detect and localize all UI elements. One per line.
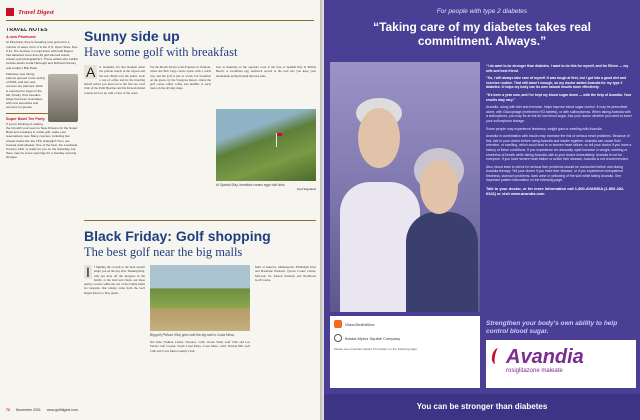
- section-header: [6, 6, 54, 18]
- drop-cap: A: [86, 65, 96, 80]
- article-subtitle: Have some golf with breakfast: [84, 45, 238, 59]
- woman-figure: [406, 212, 478, 312]
- article-title: Black Friday: Golf shopping: [84, 228, 271, 244]
- sponsor-logos: [330, 316, 480, 388]
- page-number: 72: [6, 408, 10, 412]
- travel-note-head: Super Bowl Tee Party: [6, 116, 45, 121]
- section-marker-icon: [6, 8, 14, 16]
- article-columns: [84, 265, 316, 405]
- photo-caption: Big golf (Pelican Hills) goes with the big mall in Costa Mesa.: [150, 333, 235, 337]
- travel-notes-sidebar: [6, 28, 78, 406]
- article-columns: [84, 65, 316, 215]
- golf-course-photo: [216, 109, 316, 181]
- article-column: [84, 65, 145, 215]
- article-sunny-side-up: [84, 28, 316, 212]
- column-text: f fighting the crowds at the mall doesn't tempt you on the day after Thanksgiving, why not drop off the shoppers in the family at the mall and check out these nearby courses while the rest of the family hunts for bargains. Our ratings come from the Golf Digest Places to Play guide.: [84, 265, 145, 295]
- divider: [84, 220, 316, 221]
- ad-tagline: Strengthen your body's own ability to help control blood sugar.: [486, 320, 618, 335]
- travel-note-head: A new Pinehurst: [6, 35, 36, 40]
- ad-footer: You can be stronger than diabetes: [324, 394, 640, 420]
- ad-headline: “Taking care of my diabetes takes real commitment. Always.”: [373, 20, 591, 48]
- sculpture-photo: [48, 74, 78, 122]
- ad-body-copy: [486, 64, 632, 316]
- right-page-ad: [324, 0, 640, 420]
- photo-credit: Carl Vigeland: [296, 187, 316, 191]
- ad-paragraph: “I do want to be stronger than diabetes. I want to do this for myself, and for Eileen — my wife and best friend.: [486, 64, 629, 73]
- article-black-friday: [84, 228, 316, 404]
- travel-note-body: Fabulous new dining options opened in the spring of 2003, and two new courses are planned. Work is expected to begin in the fall. Finally, Pine Needles lodge has been renovated, with new amenities and services for guests.: [6, 71, 45, 110]
- golf-course-photo: [150, 265, 250, 331]
- header-rule: [6, 20, 314, 21]
- column-text: h, breakfast. It's that moment when the pelican stands in the lagoon and the sun climbs over the palms. Grab a cup of coffee and let the morning unfold before you head out to the first tee. Golf Club of the Palm Beaches and the Kiawah Island courses serve it up with a view of the water.: [84, 65, 145, 95]
- drop-cap: I: [86, 265, 90, 280]
- travel-note-body: At Pinehurst, they're breaking new ground in a number of ways. First, it is the U.S. Open Sites. Nov. 9-11. The festival, in conjunction with Golf Digest, has attracted more than 30 golf-themed artists, artisan and photographers. Those artists who exhibit include artists Linda Hartough and Richard Chorley and sculptor Bob Pack.: [6, 40, 78, 70]
- article-column: Del Amo Fashion Center, Torrance, Calif. Ocean Trails Golf Club and Los Verdes Golf Course. South Coast Plaza, Costa Mesa, Calif. Pelican Hill Golf Club and Costa Mesa Country Club.: [150, 340, 250, 353]
- article-subtitle: The best golf near the big malls: [84, 245, 243, 259]
- ad-paragraph: “It's been a year now, and I've kept my blood sugar down — with the help of Avandia. Your results may vary.”: [486, 92, 632, 102]
- ad-paragraph: Also, blood tests to check for serious liver problems should be conducted before and during Avandia therapy. Tell your doctor if you have liver disease, or if you experience unexplained tiredness, stomach problems, dark urine or yellowing of the skin while taking Avandia. See important patient information on the following page.: [486, 164, 624, 183]
- gsk-logo-icon: [334, 320, 342, 328]
- ad-call-to-action: Talk to your doctor, or for more information call 1-800-AVANDIA (1-800-282-6342) or visit www.avandia.com: [486, 186, 625, 197]
- section-title: Travel Digest: [18, 8, 54, 16]
- woman-face: [420, 160, 458, 214]
- article-column: Mall of America, Minneapolis. Edinburgh USA and Hazeltine National. Tysons Corner Center, McLean, Va. Reston National and Northwest Golf Course.: [255, 265, 316, 282]
- sponsor-name: GlaxoSmithKline: [345, 321, 375, 327]
- photo-column: [216, 65, 316, 215]
- photo-caption: At Spanish Bay, breakfast means eggs with links.: [216, 183, 286, 187]
- travel-note-body: If you're thinking of making the trip with your team to New Orleans for the Super Bowl and sneaking in a little golf, make your reservations now. Many courses, including two private tracks like the TPC at English Turn, are booked solid already. One of the best, the Louisiana Country Club, is ready for you on the Saturday, but there may be a few openings for a Sunday morning shotgun.: [6, 121, 78, 160]
- article-column: [84, 265, 145, 405]
- flag-icon: [276, 133, 277, 147]
- sponsor-logo: [334, 334, 476, 342]
- sponsor-logo: [334, 320, 476, 328]
- travel-notes-title: TRAVEL NOTES: [6, 28, 48, 33]
- sponsor-name: Bristol-Myers Squibb Company: [345, 335, 401, 341]
- brand-generic-name: rosiglitazone maleate: [506, 368, 563, 374]
- photo-column: [150, 265, 250, 405]
- ad-paragraph: Avandia in combination with insulin may increase the risk of serious heart problems. Because of this, talk to your doctor before using Avandia and insulin together. Avandia can cause fluid retention, or swelling, which could lead to or worsen heart failure, so tell your doctor if you have a history of these conditions. If you experience an unusually rapid increase in weight, swelling or shortness of breath while taking Avandia, talk to your doctor immediately. Avandia is not for everyone. If you have severe heart failure or active liver disease, Avandia is not recommended.: [486, 134, 632, 162]
- page-folio: [6, 408, 78, 412]
- article-column: Try the Marsh Tavern at the Equinox in Vermont, where the Bob Cupp course opens with a warm cup, and the golf is just as warm. For breakfast on the green, try the Sawgrass Resort, where the golf course offers coffee and muffins to early risers on the driving range.: [150, 65, 211, 91]
- article-title: Sunny side up: [84, 28, 180, 44]
- bms-logo-icon: [334, 334, 342, 342]
- couple-photo: [330, 62, 480, 312]
- issue-date: November 2001: [15, 408, 41, 412]
- brand-name: Avandia: [506, 346, 584, 368]
- brand-text: [494, 346, 628, 374]
- ad-paragraph: “So, I will always take care of myself. It was tough at first, but I got into a good diet and exercise routine. That still wasn't enough, so my doctor added Avandia for my type 2 diabetes. It helps my body use its own natural insulin more effectively.: [486, 76, 627, 90]
- ad-kicker: For people with type 2 diabetes: [436, 8, 528, 15]
- ad-paragraph: Some people may experience tiredness, weight gain or swelling with Avandia.: [486, 126, 603, 131]
- article-column: Just as inspiring on the opposite coast is the fare at Spanish Bay in Pebble Beach. A scrambled egg sandwich served at the turn lets you keep your momentum going through the back nine.: [216, 65, 316, 78]
- fine-print: Please see important patient information on the following page.: [334, 347, 418, 351]
- man-face: [358, 108, 400, 168]
- ad-paragraph: Avandia, along with diet and exercise, helps improve blood sugar control. It may be prescribed alone, with Glucophage (metformin HCl tablets), or with sulfonylureas. When taking Avandia with a sulfonylurea, you may be at risk for low blood sugar. Ask your doctor whether you need to lower your sulfonylurea dosage.: [486, 105, 632, 123]
- brand-logo: [486, 340, 636, 388]
- site-url: www.golfdigest.com: [46, 408, 78, 412]
